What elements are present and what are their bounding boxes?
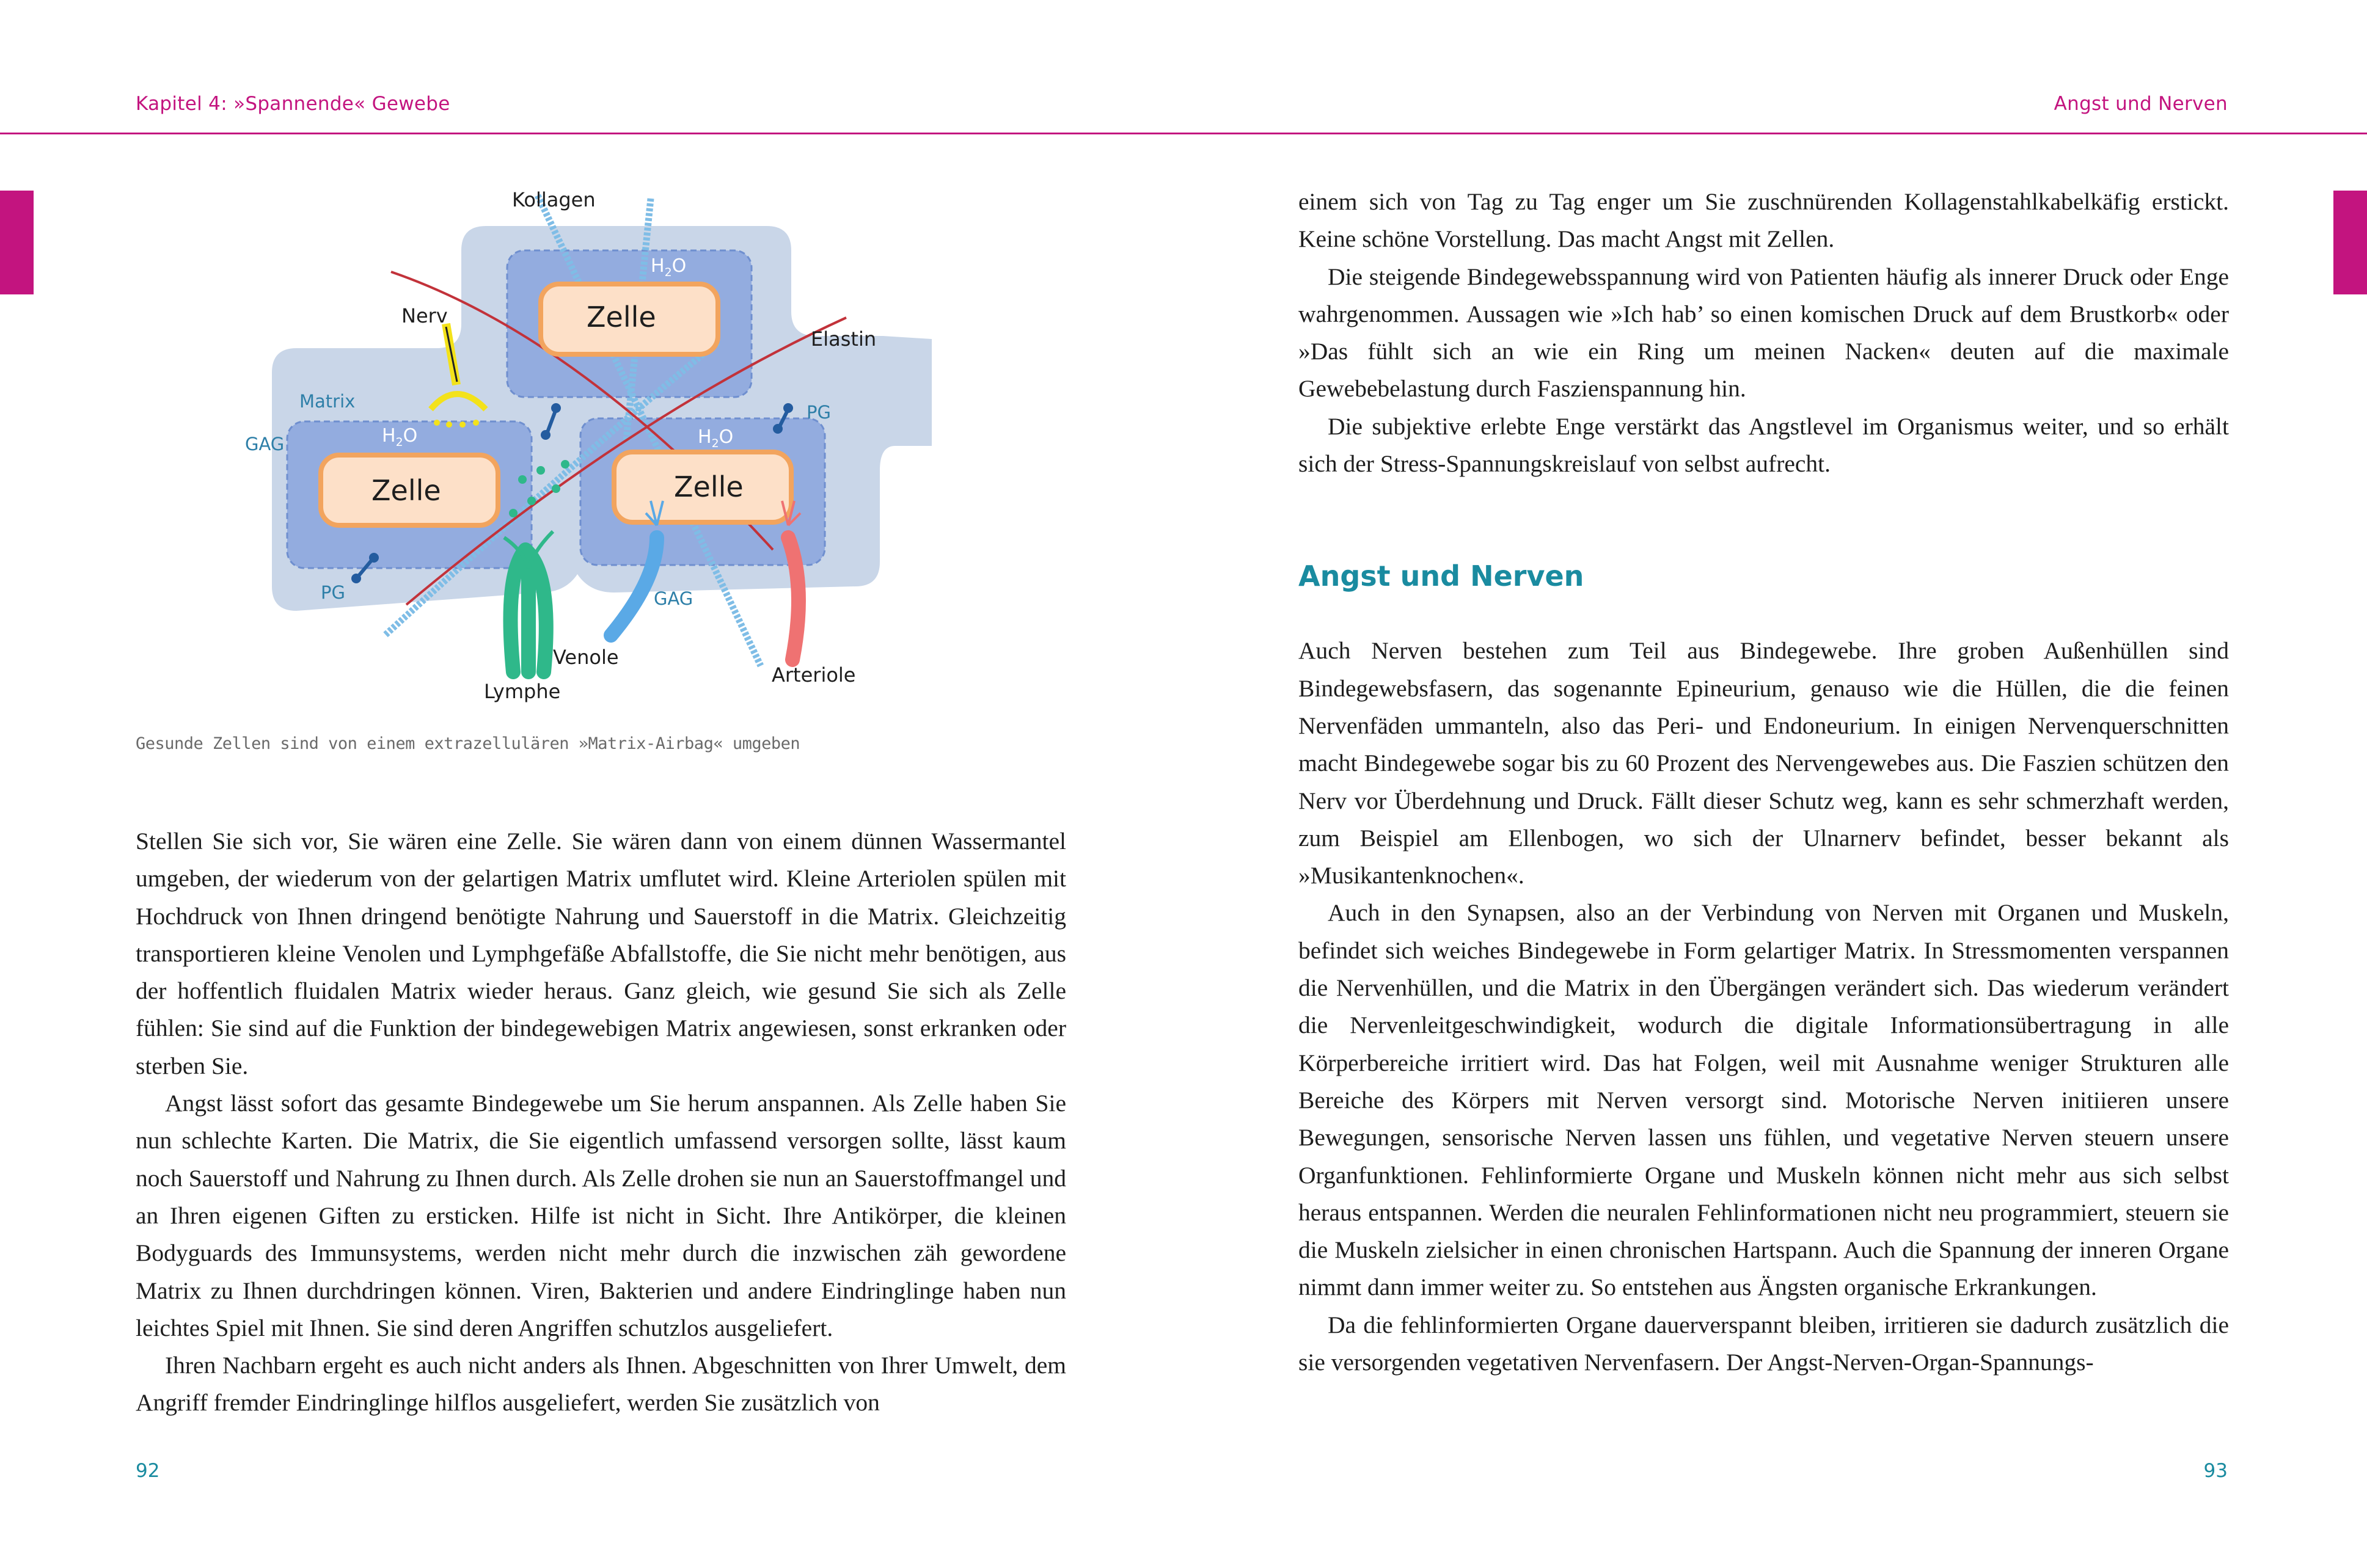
thumb-tab-right — [2333, 191, 2367, 294]
label-zelle-top: Zelle — [587, 301, 656, 334]
label-zelle-right: Zelle — [674, 470, 744, 503]
label-h2o-left: $H_2O$ — [382, 425, 418, 449]
arteriole-vessel — [788, 538, 799, 660]
thumb-tab-left — [0, 191, 34, 294]
page-number-left: 92 — [136, 1460, 160, 1482]
spacer — [1298, 483, 2229, 558]
label-h2o-top: $H_2O$ — [651, 255, 687, 279]
label-lymphe: Lymphe — [484, 680, 561, 703]
label-arteriole: Arteriole — [772, 663, 856, 687]
running-head-right: Angst und Nerven — [2054, 93, 2228, 115]
paragraph: Auch in den Synapsen, also an der Verbindung von Nerven mit Organen und Muskeln, befindet sich weiches Bindegewebe in Form gelartiger Matrix. In Stressmomenten verspannen die Nervenhüllen, und die Matrix in den Übergängen verändert sich. Das wiederum verändert die Nervenleitgeschwindigkeit, wodurch die digitale Informationsübertragung in alle Körperbereiche irritiert wird. Das hat Folgen, weil mit Ausnahme weniger Strukturen alle Bereiche des Körpers mit Nerven versorgt sind. Motorische Nerven initiieren unsere Bewegungen, sensorische Nerven lassen uns fühlen, und vegetative Nerven steuern unsere Organfunktionen. Fehlinformierte Organe und Muskeln können nicht mehr aus sich selbst heraus entspannen. Werden die neuralen Fehlinformationen nicht neu programmiert, steuern sie die Muskeln zielsicher in einen chronischen Hartspann. Auch die Spannung der inneren Organe nimmt dann immer weiter zu. So entstehen aus Ängsten organische Erkrankungen. — [1298, 899, 2229, 1301]
label-matrix: Matrix — [299, 391, 356, 412]
spacer — [1298, 595, 2229, 632]
running-head-left: Kapitel 4: »Spannende« Gewebe — [136, 93, 450, 115]
label-nerv: Nerv — [401, 304, 448, 327]
figure-caption: Gesunde Zellen sind von einem extrazellulären »Matrix-Airbag« umgeben — [136, 734, 800, 753]
page-number-right: 93 — [2203, 1460, 2228, 1482]
matrix-cell-figure — [235, 183, 944, 715]
matrix-illustration — [235, 183, 944, 715]
label-kollagen: Kollagen — [512, 188, 596, 211]
paragraph: Auch Nerven bestehen zum Teil aus Bindegewebe. Ihre groben Außenhüllen sind Bindegewebsfasern, das sogenannte Epineurium, genauso wie die Hüllen, die die feinen Nervenfäden ummanteln, also das Peri- und Endoneurium. In einigen Nervenquerschnitten macht Bindegewebe sogar bis zu 60 Prozent des Nervengewebes aus. Die Faszien schützen den Nerv vor Überdehnung und Druck. Fällt dieser Schutz weg, kann es sehr schmerzhaft werden, zum Beispiel am Ellenbogen, wo sich der Ulnarnerv befindet, besser bekannt als »Musikantenknochen«. — [1298, 637, 2229, 889]
paragraph: Ihren Nachbarn ergeht es auch nicht anders als Ihnen. Abgeschnitten von Ihrer Umwelt, dem Angriff fremder Eindringlinge hilflos ausgeliefert, werden Sie zusätzlich von — [136, 1352, 1066, 1417]
paragraph: Die subjektive erlebte Enge verstärkt das Angstlevel im Organismus weiter, und so erhält sich der Stress-Spannungskreislauf von selbst aufrecht. — [1298, 412, 2229, 478]
label-pg-left: PG — [321, 582, 345, 603]
label-zelle-left: Zelle — [371, 474, 441, 507]
label-h2o-right: $H_2O$ — [698, 426, 734, 450]
label-elastin: Elastin — [811, 327, 877, 351]
paragraph: Da die fehlinformierten Organe dauerverspannt bleiben, irritieren sie dadurch zusätzlich die sie versorgenden vegetativen Nervenfasern. Der Angst-Nerven-Organ-Spannungs- — [1298, 1311, 2229, 1376]
right-text-column — [1298, 183, 2229, 1381]
paragraph: Angst lässt sofort das gesamte Bindegewebe um Sie herum anspannen. Als Zelle haben Sie nun schlechte Karten. Die Matrix, die Sie eigentlich umfassend versorgen sollte, lässt kaum noch Sauerstoff und Nahrung zu Ihnen durch. Als Zelle drohen sie nun an Sauerstoffmangel und an Ihren eigenen Giften zu ersticken. Hilfe ist nicht in Sicht. Ihre Antikörper, die kleinen Bodyguards des Immunsystems, werden nicht mehr durch die inzwischen zäh gewordene Matrix zu Ihnen durchdringen können. Viren, Bakterien und andere Eindringlinge haben nun leichtes Spiel mit Ihnen. Sie sind deren Angriffen schutzlos ausgeliefert. — [136, 1090, 1066, 1341]
left-text-column — [136, 823, 1066, 1422]
label-venole: Venole — [553, 646, 619, 669]
paragraph: Stellen Sie sich vor, Sie wären eine Zelle. Sie wären dann von einem dünnen Wassermantel umgeben, der wiederum von der gelartigen Matrix umflutet wird. Kleine Arteriolen spülen mit Hochdruck von Ihnen dringend benötigte Nahrung und Sauerstoff in die Matrix. Gleichzeitig transportieren kleine Venolen und Lymphgefäße Abfallstoffe, die Sie nicht mehr benötigen, aus der hoffentlich fluidalen Matrix wieder heraus. Ganz gleich, wie gesund Sie sich als Zelle fühlen: Sie sind auf die Funktion der bindegewebigen Matrix angewiesen, sonst erkranken oder sterben Sie. — [136, 828, 1066, 1079]
header-rule — [0, 133, 2367, 134]
paragraph: Die steigende Bindegewebsspannung wird von Patienten häufig als innerer Druck oder Enge wahrgenommen. Aussagen wie »Ich hab’ so einen komischen Druck auf dem Brustkorb« oder »Das fühlt sich an wie ein Ring um meinen Nacken« deuten auf die maximale Gewebebelastung durch Faszienspannung hin. — [1298, 263, 2229, 403]
label-pg-right: PG — [807, 402, 831, 423]
label-gag-bottom: GAG — [654, 588, 693, 609]
section-heading: Angst und Nerven — [1298, 560, 1584, 593]
paragraph: einem sich von Tag zu Tag enger um Sie zuschnürenden Kollagenstahlkabelkäfig erstickt. Keine schöne Vorstellung. Das macht Angst mit Zellen. — [1298, 188, 2229, 253]
label-gag-left: GAG — [245, 434, 285, 454]
